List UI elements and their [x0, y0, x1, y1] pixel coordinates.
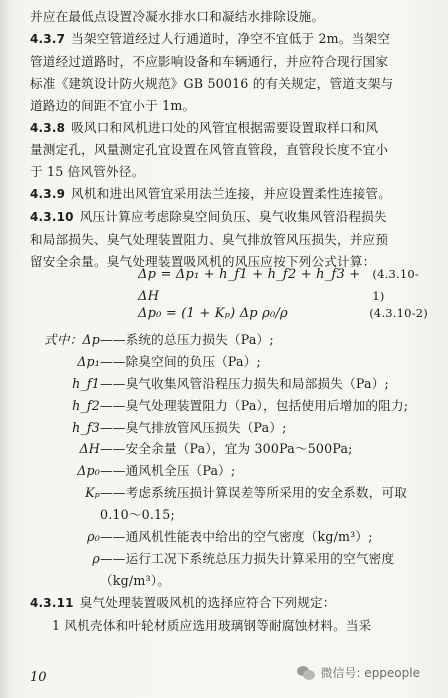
text-line: 并应在最低点设置冷凝水排水口和凝结水排除设施。 [30, 9, 325, 24]
clause-number: 4.3.11 [30, 595, 74, 610]
clause-number: 4.3.10 [30, 210, 74, 225]
definition-row [30, 351, 428, 373]
definition-row [30, 438, 428, 460]
clause-4-3-9 [30, 183, 428, 206]
definition-text: ——除臭空间的负压（Pa）; [100, 353, 261, 369]
definition-symbol: Kₚ [85, 485, 100, 501]
definition-text: ——安全余量（Pa），宜为 300Pa～500Pa; [100, 441, 353, 457]
definition-text: ——通风机全压（Pa）; [100, 463, 236, 479]
definition-text: ——臭气排放管风压损失（Pa）; [100, 419, 287, 435]
clause-text: 风压计算应考虑除臭空间负压、臭气收集风管沿程损失 [79, 209, 387, 225]
definition-row [30, 417, 428, 439]
clause-4-3-8 [30, 117, 428, 140]
definition-text: ——臭气处理装置阻力（Pa），包括使用后增加的阻力; [100, 397, 409, 413]
definition-text: ——系统的总压力损失（Pa）; [100, 331, 274, 347]
definition-symbol: h_f1 [72, 375, 100, 391]
text-line: 和局部损失、臭气处理装置阻力、臭气排放管风压损失，并应预 [30, 232, 389, 248]
formula-expression: Δp₀ = (1 + Kₚ) Δp ρ₀/ρ [138, 305, 288, 321]
text-line: 于 15 倍风管外径。 [30, 164, 145, 180]
watermark-text: 微信号: eppeople [320, 666, 420, 680]
definition-text: ——考虑系统压损计算误差等所采用的安全系数，可取 0.10～0.15; [100, 485, 408, 523]
text-line: 留安全余量。臭气处理装置吸风机的风压应按下列公式计算： [30, 253, 376, 269]
symbol-definitions [30, 329, 428, 592]
definition-row [30, 329, 428, 351]
clause-4-3-7 [30, 28, 428, 51]
definition-symbol: Δp₁ [77, 353, 100, 369]
definition-row [30, 460, 428, 482]
definition-row [30, 373, 428, 395]
document-body [30, 6, 428, 637]
definition-row [30, 526, 428, 548]
formula-4-3-10-2 [30, 299, 428, 329]
clause-text: 臭气处理装置吸风机的选择应符合下列规定： [79, 594, 336, 610]
definition-row [30, 482, 428, 526]
clause-number: 4.3.7 [30, 31, 66, 46]
formula-number: (4.3.10-1) [372, 266, 419, 303]
text-line: 管道经过道路时，不应影响设备和车辆通行，并应符合现行国家 [30, 53, 389, 69]
clause-text: 风机和进出风管宜采用法兰连接，并应设置柔性连接管。 [71, 186, 392, 202]
definition-symbol: Δp₀ [77, 463, 100, 479]
clause-number: 4.3.8 [30, 120, 66, 135]
definition-symbol: h_f3 [72, 419, 100, 435]
definition-symbol: h_f2 [72, 397, 100, 413]
definition-text: ——通风机性能表中给出的空气密度（kg/m³）; [100, 529, 373, 545]
formula-number: (4.3.10-2) [369, 305, 428, 320]
wechat-icon [297, 666, 315, 680]
wechat-watermark [297, 664, 420, 681]
text-line: 道路边的间距不宜小于 1m。 [30, 97, 196, 113]
definition-symbol: ΔH [79, 441, 100, 457]
clause-number: 4.3.9 [30, 187, 66, 202]
definition-text: ——臭气收集风管沿程压力损失和局部损失（Pa）; [100, 375, 389, 391]
page-fold-shadow [0, 0, 10, 698]
definition-symbol: 式中：Δp [44, 331, 100, 347]
text-line: 1 风机壳体和叶轮材质应选用玻璃钢等耐腐蚀材料。当采 [52, 617, 372, 633]
text-line: 标准《建筑设计防火规范》GB 50016 的有关规定，管道支架与 [30, 75, 394, 91]
formula-expression: Δp = Δp₁ + h_f1 + h_f2 + h_f3 + ΔH [138, 266, 361, 304]
definition-symbol: ρ₀ [87, 529, 100, 545]
clause-text: 吸风口和风机进口处的风管宜根据需要设置取样口和风 [71, 119, 379, 135]
definition-row [30, 548, 428, 592]
formula-4-3-10-1 [30, 266, 428, 304]
clause-4-3-10 [30, 206, 428, 229]
definition-row [30, 395, 428, 417]
text-line: 量测定孔，风量测定孔宜设置在风管直管段，直管段长度不宜小 [30, 142, 389, 158]
definition-symbol: ρ [92, 550, 100, 566]
clause-4-3-11 [30, 592, 428, 615]
page-number: 10 [30, 670, 47, 685]
clause-text: 当架空管道经过人行通道时，净空不宜低于 2m。当架空 [71, 30, 390, 46]
definition-text: ——运行工况下系统总压力损失计算采用的空气密度（kg/m³）。 [100, 550, 395, 588]
